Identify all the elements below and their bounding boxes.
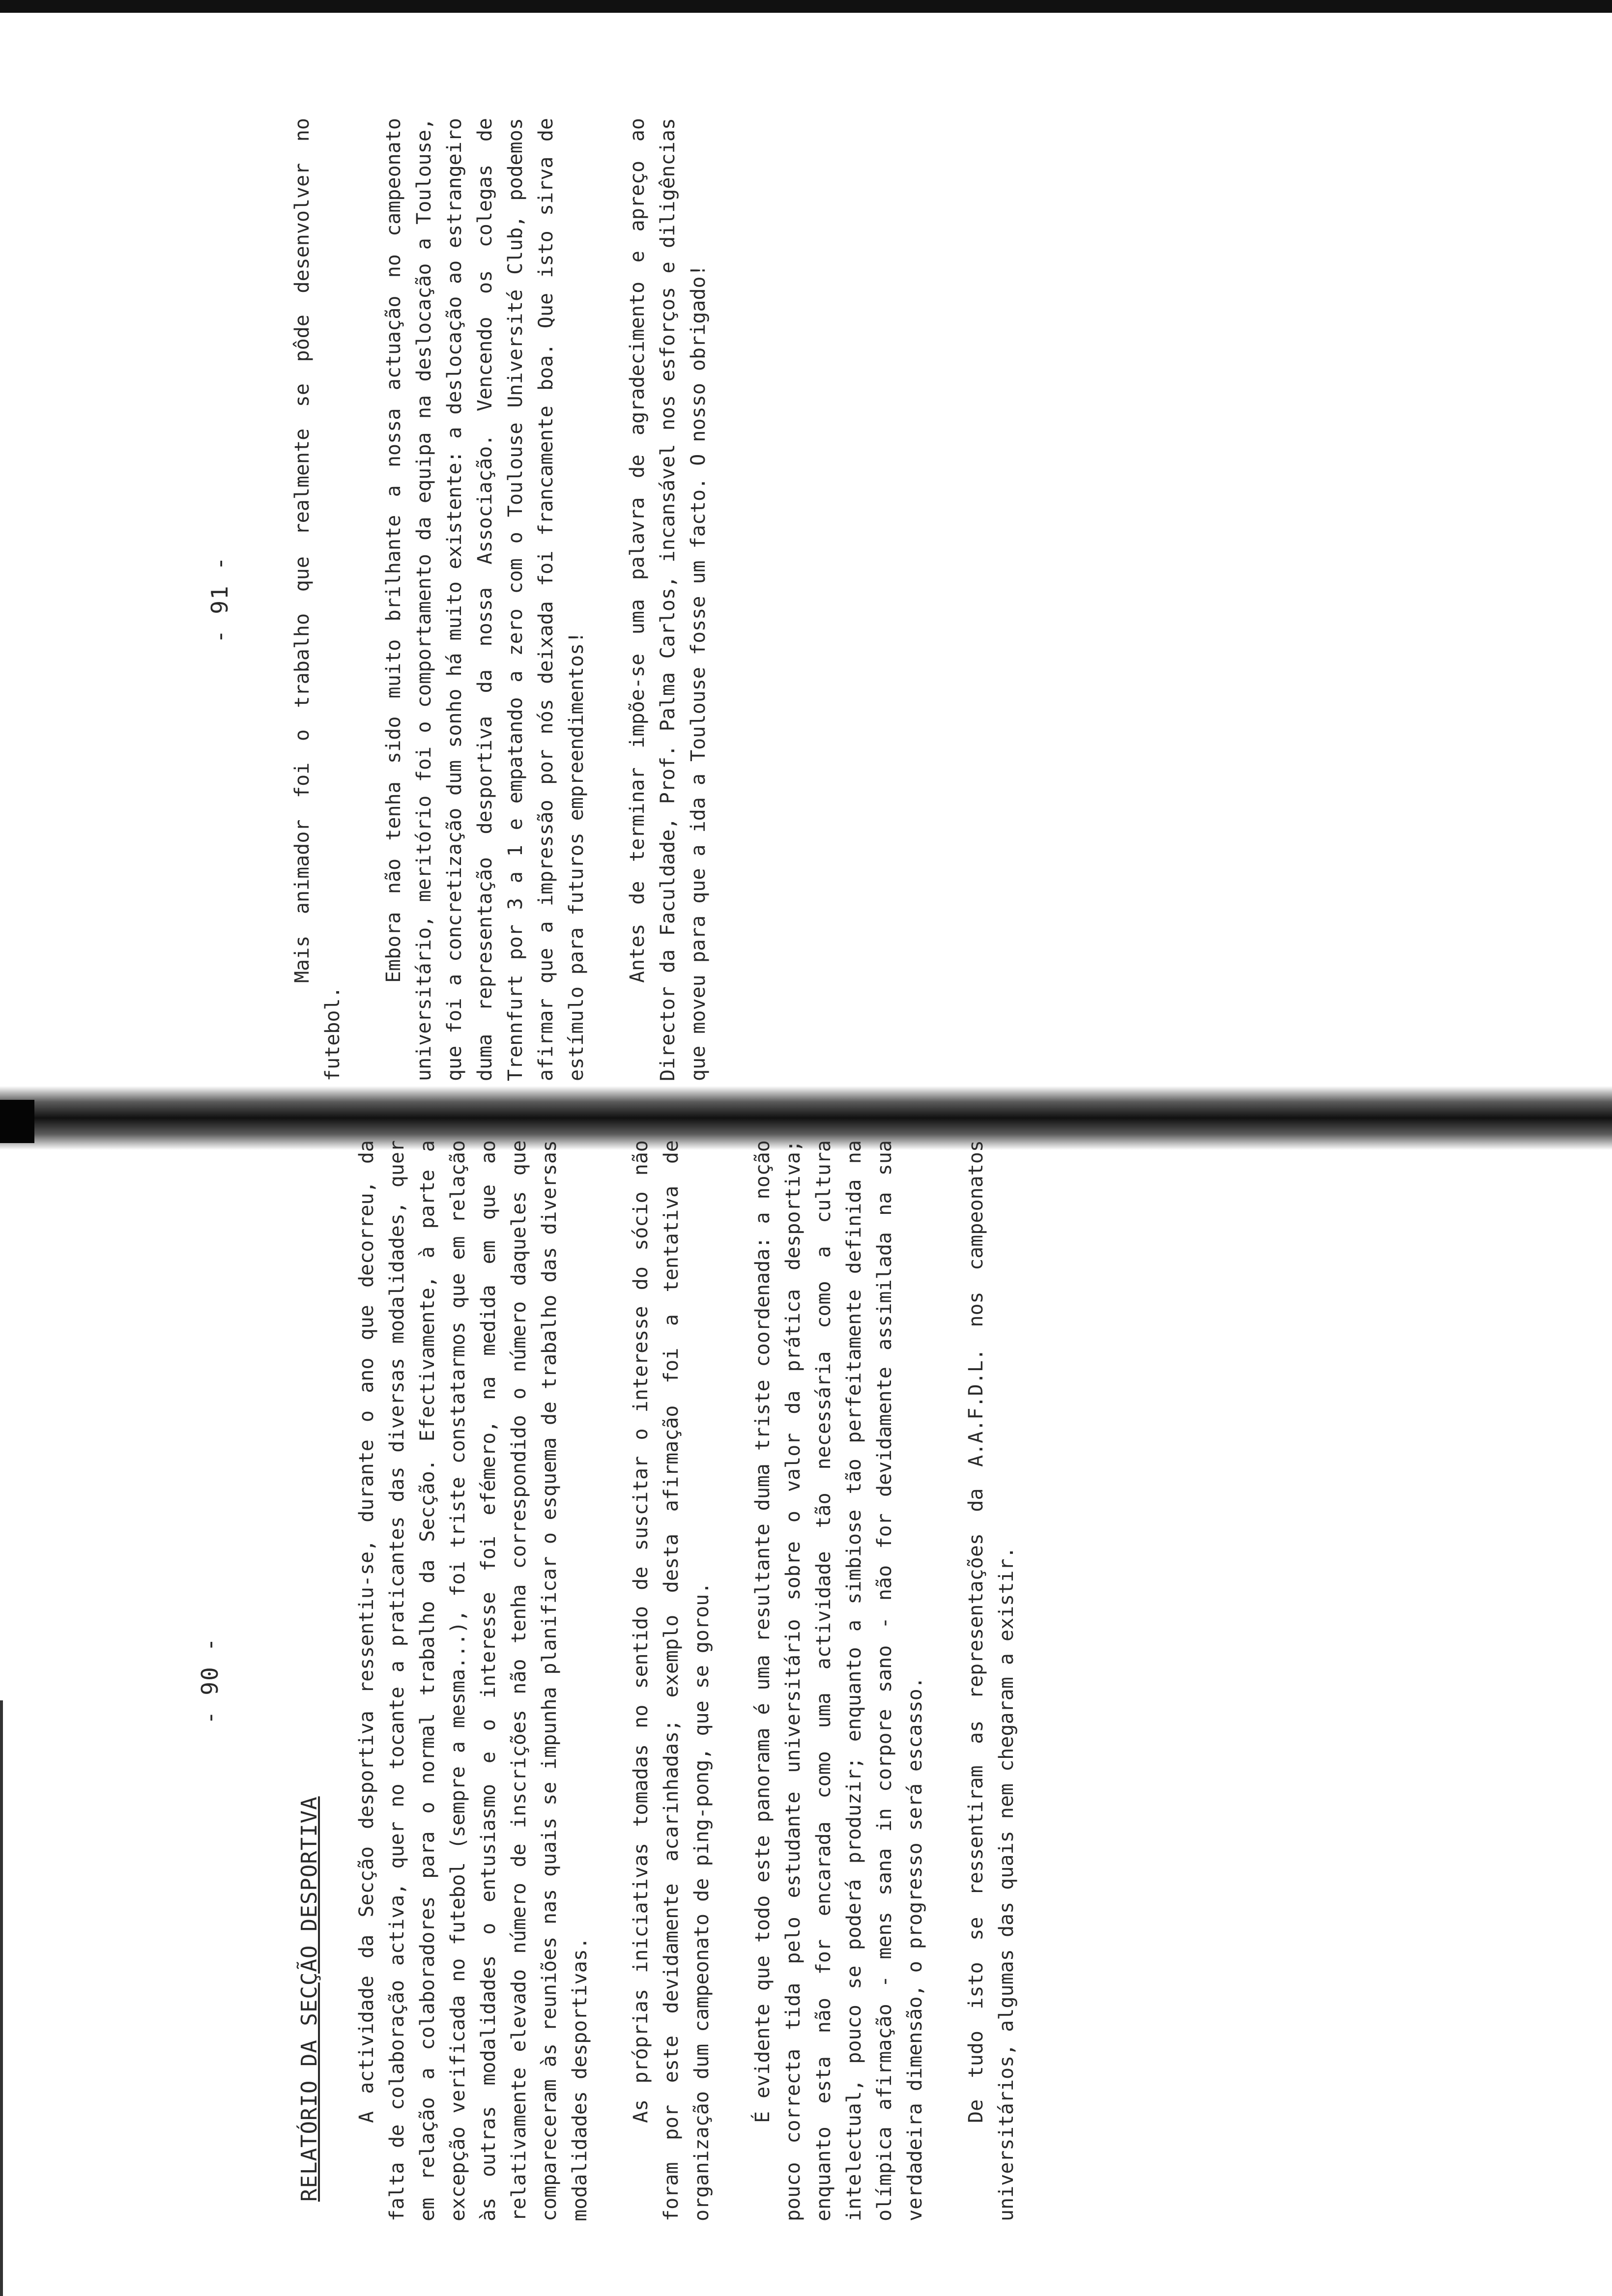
scan-top-border [0, 0, 1612, 13]
book-spine-edge [0, 1100, 34, 1143]
paragraph: Embora não tenha sido muito brilhante a nossa actuação no campeonato universitário, meritório foi o comportamento da equipa na deslocação a Toulouse, que foi a concretização dum sonho há muito existente: a deslocação ao estrangeiro duma representação desportiva da nossa Associação. Vencendo os colegas de Trennfurt por 3 a 1 e empatando a zero com o Toulouse Université Club, podemos afirmar que a impressão por nós deixada foi francamente boa. Que isto sirva de estímulo para futuros empreendimentos! [382, 118, 588, 1081]
scan-left-edge [0, 1700, 3, 2296]
paragraph: A actividade da Secção desportiva ressentiu-se, durante o ano que decorreu, da falta de colaboração activa, quer no tocante a praticantes das diversas modalidades, quer em relação a colaboradores para o normal trabalho da Secção. Efectivamente, à parte a excepção verificada no futebol (sempre a mesma...), foi triste constatarmos que em relação às outras modalidades o entusiasmo e o interesse foi efémero, na medida em que ao relativamente elevado número de inscrições não tenha correspondido o número daqueles que compareceram às reuniões nas quais se impunha planificar o esquema de trabalho das diversas modalidades desportivas. [355, 1140, 591, 2221]
paragraph: De tudo isto se ressentiram as representações da A.A.F.D.L. nos campeonatos universitários, algumas das quais nem chegaram a existir. [965, 1140, 1018, 2221]
paragraph: Antes de terminar impõe-se uma palavra de agradecimento e apreço ao Director da Faculdade, Prof. Palma Carlos, incansável nos esforços e diligências que moveu para que a ida a Toulouse fosse um facto. O nosso obrigado! [626, 118, 710, 1081]
page-91 [206, 118, 816, 1081]
page-number: - 91 - [206, 555, 233, 644]
paragraph: Mais animador foi o trabalho que realmente se pôde desenvolver no futebol. [291, 118, 344, 1081]
paragraph: As próprias iniciativas tomadas no sentido de suscitar o interesse do sócio não foram por este devidamente acarinhadas; exemplo desta afirmação foi a tentativa de organização dum campeonato de ping-pong, que se gorou. [630, 1140, 713, 2221]
page-number: - 90 - [197, 1636, 223, 1725]
paragraph: É evidente que todo este panorama é uma resultante duma triste coordenada: a noção pouco correcta tida pelo estudante universitário sobre o valor da prática desportiva; enquanto esta não for encarada como uma actividade tão necessária como a cultura intelectual, pouco se poderá produzir; enquanto a simbiose tão perfeitamente definida na olímpica afirmação - mens sana in corpore sano - não for devidamente assimilada na sua verdadeira dimensão, o progresso será escasso. [751, 1140, 926, 2221]
section-title: RELATÓRIO DA SECÇÃO DESPORTIVA [297, 1796, 322, 2202]
page-90 [197, 1140, 1018, 2221]
